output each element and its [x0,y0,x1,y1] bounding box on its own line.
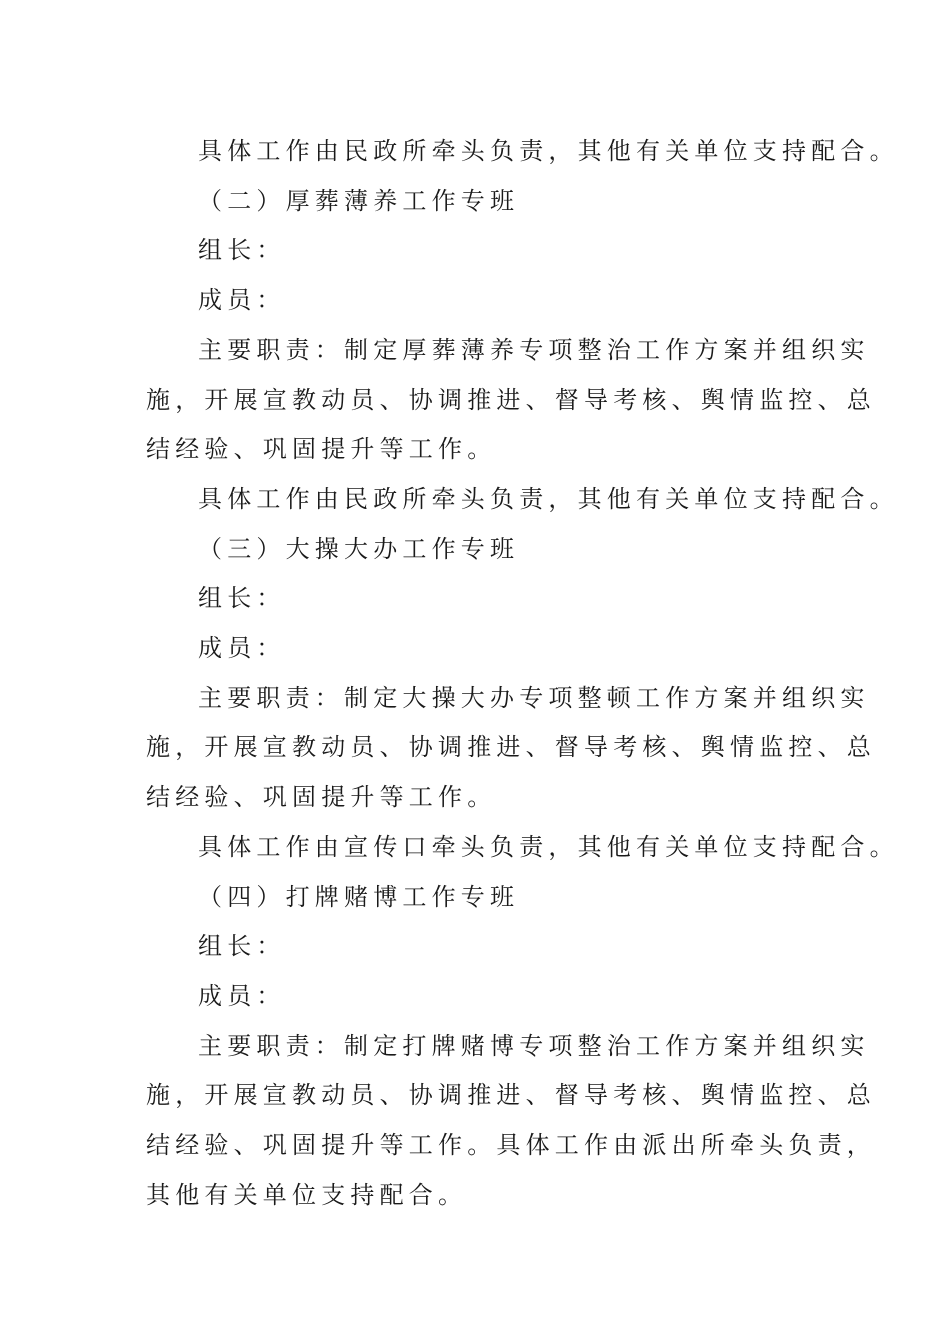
section3-responsibility-line: 具体工作由宣传口牵头负责，其他有关单位支持配合。 [198,832,899,861]
section4-members-label: 成员： [198,981,286,1010]
section3-members-label: 成员： [198,634,286,663]
section3-duties-line: 主要职责：制定大操大办专项整顿工作方案并组织实 [198,683,870,712]
section2-duties-line: 主要职责：制定厚葬薄养专项整治工作方案并组织实 [198,335,870,364]
section3-heading: （三）大操大办工作专班 [198,534,520,563]
section2-duties-line: 施，开展宣教动员、协调推进、督导考核、舆情监控、总 [146,385,876,414]
section2-duties-line: 结经验、巩固提升等工作。 [146,435,497,464]
section2-members-label: 成员： [198,286,286,315]
section4-duties-line: 主要职责：制定打牌赌博专项整治工作方案并组织实 [198,1031,870,1060]
section4-duties-line: 其他有关单位支持配合。 [146,1180,468,1209]
section1-responsibility-line: 具体工作由民政所牵头负责，其他有关单位支持配合。 [198,137,899,165]
section3-leader-label: 组长： [198,584,286,613]
section4-leader-label: 组长： [198,932,286,961]
section4-duties-line: 结经验、巩固提升等工作。具体工作由派出所牵头负责， [146,1131,876,1160]
section3-duties-line: 施，开展宣教动员、协调推进、督导考核、舆情监控、总 [146,733,876,762]
section2-responsibility-line: 具体工作由民政所牵头负责，其他有关单位支持配合。 [198,484,899,513]
section3-duties-line: 结经验、巩固提升等工作。 [146,783,497,812]
section2-heading: （二）厚葬薄养工作专班 [198,186,520,215]
section4-heading: （四）打牌赌博工作专班 [198,882,520,911]
section4-duties-line: 施，开展宣教动员、协调推进、督导考核、舆情监控、总 [146,1081,876,1110]
document-body [146,127,899,1220]
section2-leader-label: 组长： [198,236,286,265]
